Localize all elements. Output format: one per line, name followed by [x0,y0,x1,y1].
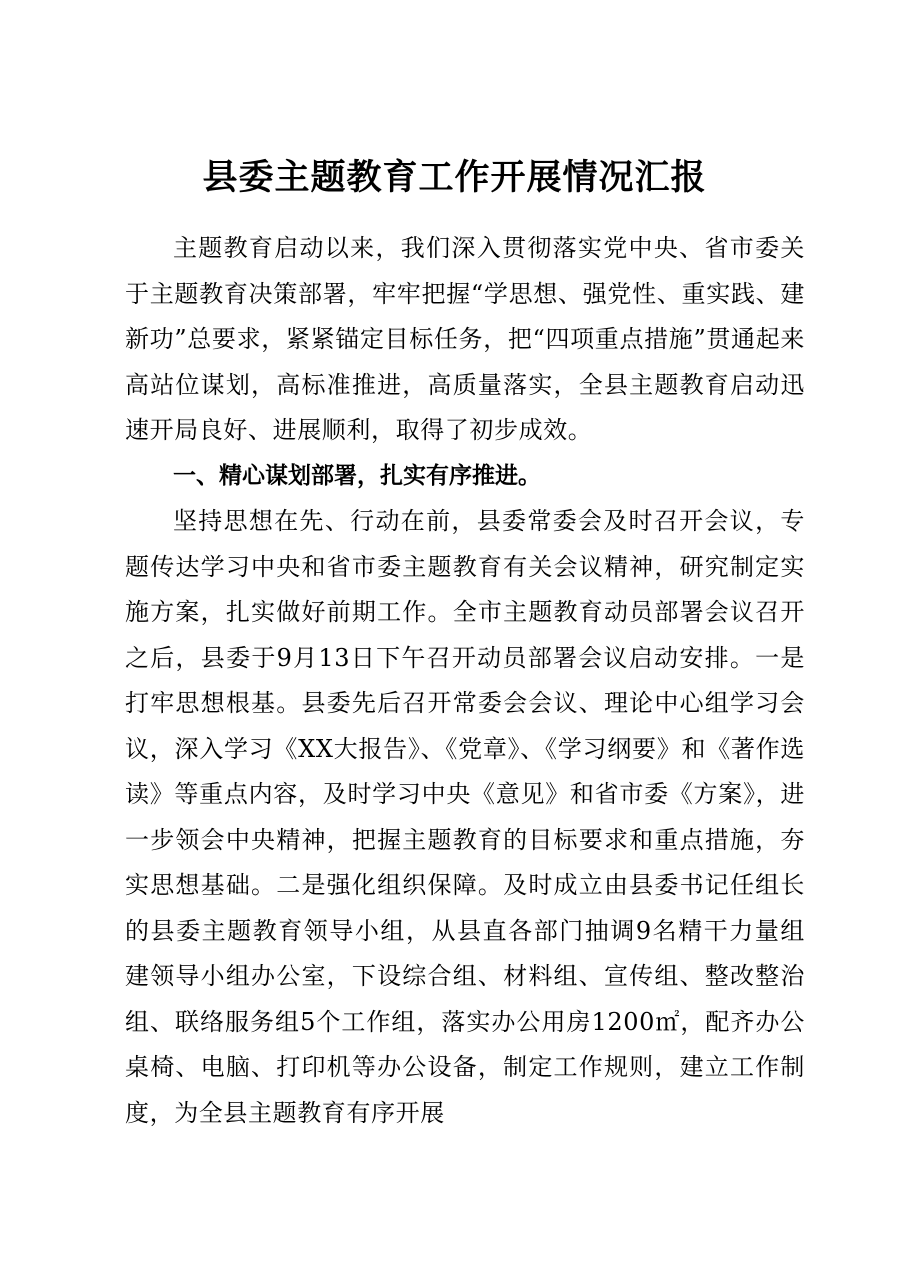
document-title: 县委主题教育工作开展情况汇报 [202,157,707,198]
section-1-heading: 一、精心谋划部署，扎实有序推进。 [173,462,541,489]
intro-paragraph: 主题教育启动以来，我们深入贯彻落实党中央、省市委关于主题教育决策部署，牢牢把握“学思想、强党性、重实践、建新功”总要求，紧紧锚定目标任务，把“四项重点措施”贯通起来高站位谋划，高标准推进，高质量落实，全县主题教育启动迅速开局良好、进展顺利，取得了初步成效。 [125,234,805,444]
section-1-paragraph: 坚持思想在先、行动在前，县委常委会及时召开会议，专题传达学习中央和省市委主题教育有关会议精神，研究制定实施方案，扎实做好前期工作。全市主题教育动员部署会议召开之后，县委于9月13日下午召开动员部署会议启动安排。一是打牢思想根基。县委先后召开常委会会议、理论中心组学习会议，深入学习《XX大报告》、《党章》、《学习纲要》和《著作选读》等重点内容，及时学习中央《意见》和省市委《方案》，进一步领会中央精神，把握主题教育的目标要求和重点措施，夯实思想基础。二是强化组织保障。及时成立由县委书记任组长的县委主题教育领导小组，从县直各部门抽调9名精干力量组建领导小组办公室，下设综合组、材料组、宣传组、整改整治组、联络服务组5个工作组，落实办公用房1200㎡，配齐办公桌椅、电脑、打印机等办公设备，制定工作规则，建立工作制度，为全县主题教育有序开展 [125,507,805,1127]
document-body [125,226,805,1136]
